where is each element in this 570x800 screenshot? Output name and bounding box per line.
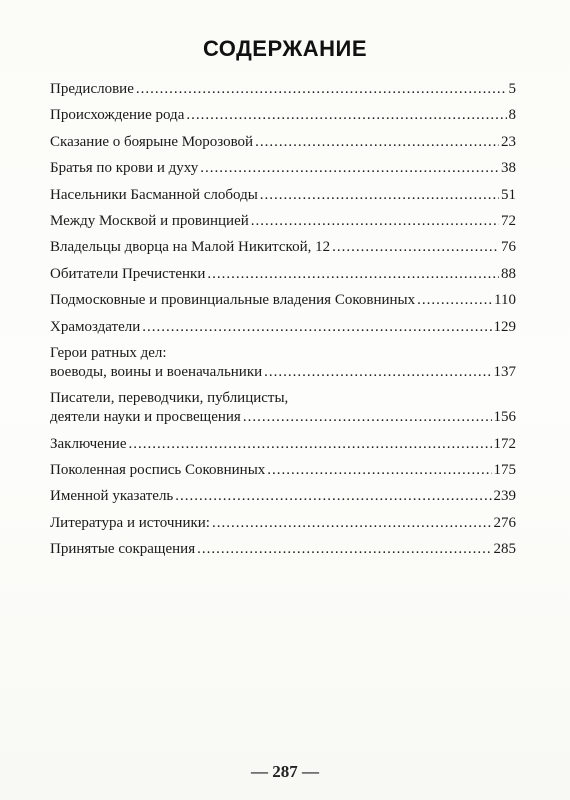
toc-entry [50,106,516,125]
page-number: — 287 — [251,762,319,781]
dot-leader [251,212,499,231]
toc-entry-title: Между Москвой и провинцией [50,212,249,229]
toc-entry [50,159,516,178]
toc-entry-page: 5 [508,81,516,97]
toc-entry-title: воеводы, воины и военачальники [50,363,263,380]
dot-leader [255,133,499,152]
toc-entry-page: 72 [501,212,516,229]
dot-leader [207,265,499,284]
toc-entry [50,186,516,205]
toc-entry-title: Поколенная роспись Соковниных [50,462,266,479]
toc-entry-page: 239 [493,488,516,505]
toc-entry-title: Подмосковные и провинциальные владения Соковниных [50,292,416,309]
toc-entry [50,265,516,284]
dot-leader [197,540,491,559]
toc-entry-page: 276 [493,514,516,531]
dot-leader [243,408,492,427]
toc-entry-title-line1: Герои ратных дел: [50,344,167,361]
toc-entry [50,540,516,559]
toc-entry-title: Происхождение рода [50,107,185,124]
toc-entry [50,318,516,337]
dot-leader [200,159,499,178]
toc-entry [50,238,516,257]
toc-entry-title: Насельники Басманной слободы [50,186,258,203]
toc-entry [50,291,516,310]
toc-entry [50,80,516,99]
dot-leader [129,435,492,454]
toc-entry-title: Храмоздатели [50,318,141,335]
toc-entry-page: 76 [501,239,516,256]
toc-entry [50,212,516,231]
toc-entry-page: 88 [501,265,516,282]
page-title: СОДЕРЖАНИЕ [202,36,368,61]
toc-entry-title: деятели науки и просвещения [50,409,241,426]
toc-entry-title: Литература и источники: [50,514,210,531]
toc-entry-title: Предисловие [50,81,134,97]
dot-leader [417,291,492,310]
toc-entry-page: 51 [501,186,516,203]
dot-leader [260,186,499,205]
dot-leader [267,461,491,480]
toc-entry [50,461,516,480]
toc-entry-title: Принятые сокращения [50,541,196,558]
toc-entry-page: 137 [493,363,516,380]
dot-leader [175,487,491,506]
toc-entry-title: Сказание о боярыне Морозовой [50,133,254,150]
toc-entry [50,514,516,533]
toc-entry-page: 8 [508,107,516,124]
toc-entry-page: 172 [493,435,516,452]
table-of-contents [50,80,516,567]
dot-leader [136,80,507,99]
toc-entry [50,133,516,152]
toc-entry [50,487,516,506]
toc-entry-page: 156 [493,409,516,426]
dot-leader [264,363,491,382]
dot-leader [332,238,499,257]
toc-entry-title: Братья по крови и духу [50,160,199,177]
toc-entry-page: 129 [493,318,516,335]
toc-entry-title: Владельцы дворца на Малой Никитской, 12 [50,239,331,256]
toc-entry [50,344,516,382]
toc-entry-title: Именной указатель [50,488,174,505]
toc-entry-title: Заключение [50,435,127,452]
toc-entry-page: 110 [494,292,516,309]
dot-leader [186,106,506,125]
dot-leader [212,514,492,533]
toc-entry-page: 175 [493,462,516,479]
dot-leader [142,318,491,337]
toc-entry-page: 38 [501,160,516,177]
toc-entry-page: 23 [501,133,516,150]
toc-entry [50,435,516,454]
toc-entry-title: Обитатели Пречистенки [50,265,206,282]
toc-entry-title-line1: Писатели, переводчики, публицисты, [50,390,289,407]
toc-entry-page: 285 [493,541,516,558]
toc-entry [50,389,516,427]
